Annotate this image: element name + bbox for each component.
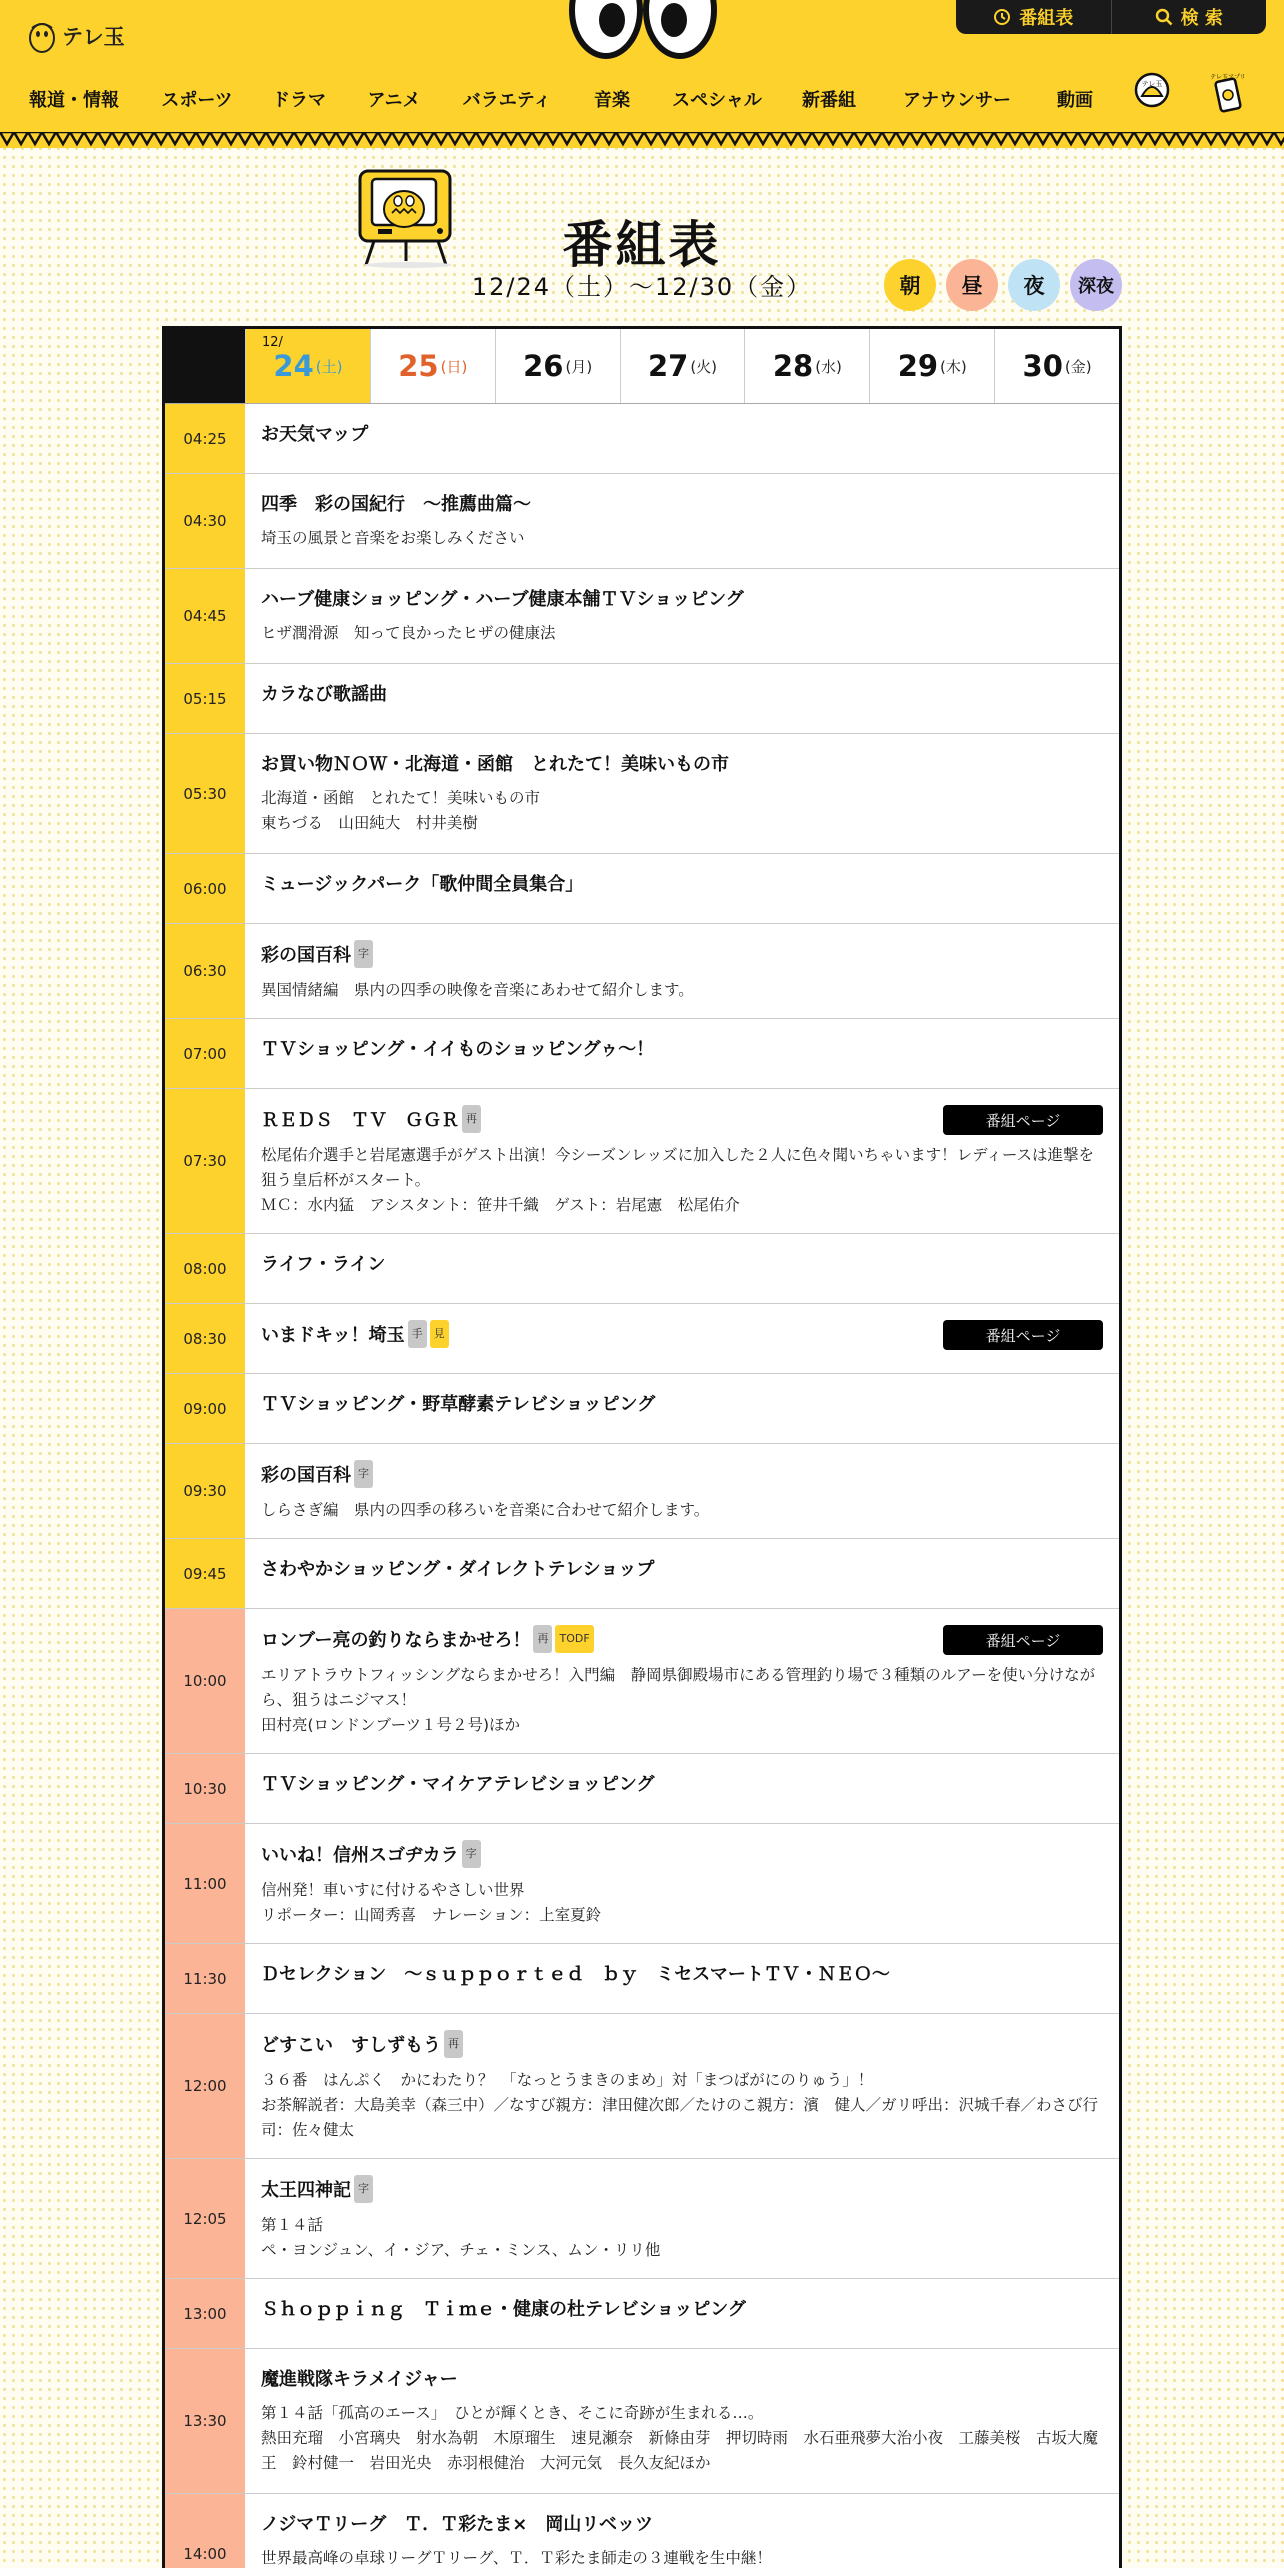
program-badge: 再 <box>533 1625 552 1653</box>
day-of-week: (金) <box>1064 357 1092 376</box>
program-title-line <box>261 2367 1103 2393</box>
program-row[interactable] <box>165 1089 1119 1234</box>
program-row[interactable] <box>165 1944 1119 2014</box>
date-range: 12/24（土）〜12/30（金） <box>471 273 813 301</box>
description-line: 第１４話「孤高のエース」 ひとが輝くとき、そこに奇跡が生まれる…。 <box>261 2404 764 2422</box>
program-title[interactable]: お買い物ＮＯＷ・北海道・函館 とれたて！美味いもの市 <box>261 754 729 775</box>
description-line: ペ・ヨンジュン、イ・ジア、チェ・ミンス、ムン・リリ他 <box>261 2241 661 2259</box>
program-title[interactable]: 太王四神記 <box>261 2180 351 2201</box>
program-time: 10:30 <box>165 1754 245 1823</box>
program-title-line <box>261 1462 1103 1490</box>
program-title-line <box>261 682 1103 708</box>
program-row[interactable] <box>165 924 1119 1019</box>
program-title-line <box>261 752 1103 778</box>
nav-sports[interactable]: スポーツ <box>161 90 233 111</box>
day-number: 28 <box>772 349 814 383</box>
program-title[interactable]: ＴＶショッピング・野草酵素テレビショッピング <box>261 1394 656 1415</box>
day-tab-25[interactable] <box>370 329 495 403</box>
tod-button-2[interactable]: 夜 <box>1008 259 1060 311</box>
program-title[interactable]: ライフ・ライン <box>261 1254 386 1275</box>
program-title[interactable]: カラなび歌謡曲 <box>261 684 387 705</box>
program-description <box>261 978 1103 1003</box>
program-title-line <box>261 2177 1103 2205</box>
program-body <box>245 854 1119 923</box>
top-buttons <box>956 0 1266 34</box>
title-area <box>0 165 1284 315</box>
program-row[interactable] <box>165 474 1119 569</box>
mascot-eyes-icon <box>568 0 718 62</box>
program-row[interactable] <box>165 1374 1119 1444</box>
program-title-line <box>261 1037 1103 1063</box>
program-title[interactable]: 彩の国百科 <box>261 945 351 966</box>
program-time: 13:00 <box>165 2279 245 2348</box>
program-time: 07:00 <box>165 1019 245 1088</box>
program-title-line <box>261 1392 1103 1418</box>
program-body <box>245 1019 1119 1088</box>
description-line: エリアトラウトフィッシングならまかせろ！入門編 静岡県御殿場市にある管理釣り場で３種類のルアーを使い分けながら、狙うはニジマス！ <box>261 1666 1096 1709</box>
program-time: 14:00 <box>165 2494 245 2568</box>
program-body <box>245 1824 1119 1943</box>
program-body <box>245 2494 1119 2568</box>
program-time: 11:30 <box>165 1944 245 2013</box>
program-description <box>261 526 1103 551</box>
program-description <box>261 2546 1103 2568</box>
program-badge: 再 <box>462 1105 481 1133</box>
program-row[interactable] <box>165 2159 1119 2279</box>
program-time: 09:00 <box>165 1374 245 1443</box>
program-time: 09:45 <box>165 1539 245 1608</box>
day-month: 12/ <box>262 335 283 350</box>
program-title[interactable]: どすこい すしずもう <box>261 2035 441 2056</box>
program-title[interactable]: いいね！信州スゴヂカラ <box>261 1845 459 1866</box>
day-tab-28[interactable] <box>744 329 869 403</box>
tod-button-1[interactable]: 昼 <box>946 259 998 311</box>
description-line: お茶解説者：大島美幸（森三中）／なすび親方：津田健次郎／たけのこ親方：濱 健人／ガリ呼出：沢城千春／わさび行司：佐々健太 <box>261 2096 1099 2139</box>
description-line: リポーター：山岡秀喜 ナレーション：上室夏鈴 <box>261 1906 602 1924</box>
program-description <box>261 1143 1103 1218</box>
program-badge: 再 <box>444 2030 463 2058</box>
site-header <box>0 0 1284 148</box>
program-row[interactable] <box>165 1539 1119 1609</box>
smartphone-icon[interactable] <box>1210 70 1246 114</box>
program-row[interactable] <box>165 404 1119 474</box>
program-badge: TODF <box>555 1625 593 1653</box>
program-body <box>245 2279 1119 2348</box>
program-time: 05:30 <box>165 734 245 853</box>
program-row[interactable] <box>165 734 1119 854</box>
program-description <box>261 786 1103 836</box>
program-row[interactable] <box>165 1824 1119 1944</box>
nav-special[interactable]: スペシャル <box>672 90 762 111</box>
program-row[interactable] <box>165 2494 1119 2568</box>
day-number: 24 <box>273 349 314 383</box>
program-title[interactable]: 彩の国百科 <box>261 1465 351 1486</box>
program-badge: 字 <box>354 1460 373 1488</box>
day-of-week: (日) <box>440 357 468 376</box>
program-guide-button[interactable] <box>956 0 1111 34</box>
program-time: 12:00 <box>165 2014 245 2158</box>
day-of-week: (月) <box>565 357 593 376</box>
program-title-line <box>261 2297 1103 2323</box>
svg-text:テレ玉アプリ: テレ玉アプリ <box>1210 74 1246 81</box>
program-description <box>261 1878 1103 1928</box>
program-time: 06:00 <box>165 854 245 923</box>
program-time: 08:30 <box>165 1304 245 1373</box>
description-line: 松尾佑介選手と岩尾憲選手がゲスト出演！今シーズンレッズに加入した２人に色々聞いちゃいます！レディースは進撃を狙う皇后杯がスタート。 <box>261 1146 1095 1189</box>
program-title-line <box>261 1557 1103 1583</box>
program-title-line <box>261 2032 1103 2060</box>
day-number: 29 <box>897 349 939 383</box>
program-title[interactable]: お天気マップ <box>261 424 369 445</box>
program-body <box>245 734 1119 853</box>
program-title[interactable]: 四季 彩の国紀行 ～推薦曲篇～ <box>261 494 531 515</box>
day-tab-26[interactable] <box>495 329 620 403</box>
description-line: ＭＣ：水内猛 アシスタント：笹井千織 ゲスト：岩尾憲 松尾佑介 <box>261 1196 740 1214</box>
description-line: 異国情緒編 県内の四季の映像を音楽にあわせて紹介します。 <box>261 981 694 999</box>
nav-music[interactable]: 音楽 <box>594 90 630 111</box>
program-title-line <box>261 1772 1103 1798</box>
day-corner <box>165 329 245 403</box>
program-row[interactable] <box>165 569 1119 664</box>
description-line: 北海道・函館 とれたて！美味いもの市 <box>261 789 541 807</box>
program-description <box>261 2213 1103 2263</box>
program-body <box>245 1304 1119 1373</box>
nav-anime[interactable]: アニメ <box>367 90 421 111</box>
program-body <box>245 1234 1119 1303</box>
search-icon <box>1155 8 1173 26</box>
program-row[interactable] <box>165 2014 1119 2159</box>
description-line: ３６番 はんぷく かにわたり？ 「なっとうまきのまめ」対「まつばがにのりゅう」！ <box>261 2071 874 2089</box>
program-page-button[interactable]: 番組ページ <box>943 1105 1103 1135</box>
day-tab-29[interactable] <box>869 329 994 403</box>
program-description <box>261 1498 1103 1523</box>
clock-icon <box>993 8 1011 26</box>
program-body <box>245 1374 1119 1443</box>
program-guide-label: 番組表 <box>1019 8 1074 29</box>
program-page-button[interactable]: 番組ページ <box>943 1320 1103 1350</box>
description-line: しらさぎ編 県内の四季の移ろいを音楽に合わせて紹介します。 <box>261 1501 710 1519</box>
day-of-week: (火) <box>690 357 718 376</box>
program-time: 07:30 <box>165 1089 245 1233</box>
description-line: ヒザ潤滑源 知って良かったヒザの健康法 <box>261 624 556 642</box>
program-time: 09:30 <box>165 1444 245 1538</box>
program-title[interactable]: Ｓｈｏｐｐｉｎｇ Ｔｉｍｅ・健康の杜テレビショッピング <box>261 2299 746 2320</box>
day-tab-27[interactable] <box>620 329 745 403</box>
program-title-line <box>261 942 1103 970</box>
description-line: 埼玉の風景と音楽をお楽しみください <box>261 529 525 547</box>
program-time: 13:30 <box>165 2349 245 2493</box>
program-title[interactable]: ミュージックパーク「歌仲間全員集合」 <box>261 874 584 895</box>
program-body <box>245 1754 1119 1823</box>
program-body <box>245 1089 1119 1233</box>
program-body <box>245 1444 1119 1538</box>
program-time: 05:15 <box>165 664 245 733</box>
nav-news[interactable]: 報道・情報 <box>29 90 119 111</box>
program-description <box>261 1663 1103 1738</box>
program-title-line <box>261 1252 1103 1278</box>
description-line: 東ちづる 山田純大 村井美樹 <box>261 814 478 832</box>
program-row[interactable] <box>165 2349 1119 2494</box>
day-number: 26 <box>523 349 564 383</box>
program-title-line <box>261 422 1103 448</box>
tod-button-0[interactable]: 朝 <box>884 259 936 311</box>
program-title-line <box>261 492 1103 518</box>
program-badge: 字 <box>462 1840 481 1868</box>
program-row[interactable] <box>165 1609 1119 1754</box>
nav-drama[interactable]: ドラマ <box>272 90 326 111</box>
program-body <box>245 1539 1119 1608</box>
program-title[interactable]: ＴＶショッピング・イイものショッピングゥ～！ <box>261 1039 655 1060</box>
schedule-table <box>162 326 1122 2568</box>
program-title-line <box>261 1842 1103 1870</box>
teletama-mascot-icon <box>28 18 56 54</box>
program-title[interactable]: ノジマＴリーグ Ｔ．Ｔ彩たま× 岡山リベッツ <box>261 2514 653 2535</box>
program-time: 06:30 <box>165 924 245 1018</box>
day-tab-24[interactable] <box>245 329 370 403</box>
program-list <box>165 404 1119 2568</box>
nav-variety[interactable]: バラエティ <box>462 90 552 111</box>
program-body <box>245 404 1119 473</box>
day-tab-30[interactable] <box>994 329 1119 403</box>
description-line: 熱田充瑠 小宮璃央 射水為朝 木原瑠生 速見瀬奈 新條由芽 押切時雨 水石亜飛夢大治小夜 工藤美桜 古坂大魔王 鈴村健一 岩田光央 赤羽根健治 大河元気 長久友紀ほか <box>261 2429 1099 2472</box>
program-row[interactable] <box>165 1019 1119 1089</box>
program-badge: 見 <box>430 1320 449 1348</box>
program-description <box>261 621 1103 646</box>
program-body <box>245 474 1119 568</box>
program-row[interactable] <box>165 854 1119 924</box>
program-title-line <box>261 587 1103 613</box>
svg-text:テレ玉: テレ玉 <box>1141 80 1163 88</box>
teletama-icon[interactable] <box>1134 70 1170 114</box>
day-of-week: (土) <box>315 357 343 376</box>
tod-button-3[interactable]: 深夜 <box>1070 259 1122 311</box>
program-time: 10:00 <box>165 1609 245 1753</box>
program-row[interactable] <box>165 1304 1119 1374</box>
search-button[interactable] <box>1111 0 1267 34</box>
program-body <box>245 664 1119 733</box>
program-badge: 字 <box>354 940 373 968</box>
program-badge: 字 <box>354 2175 373 2203</box>
program-time: 12:05 <box>165 2159 245 2278</box>
program-body <box>245 569 1119 663</box>
program-title-line <box>261 1962 1103 1988</box>
description-line: 信州発！車いすに付けるやさしい世界 <box>261 1881 525 1899</box>
day-selector <box>165 329 1119 404</box>
program-body <box>245 1944 1119 2013</box>
program-time: 04:45 <box>165 569 245 663</box>
program-title[interactable]: 魔進戦隊キラメイジャー <box>261 2369 458 2390</box>
program-row[interactable] <box>165 1234 1119 1304</box>
site-logo[interactable] <box>28 18 125 54</box>
program-row[interactable] <box>165 1444 1119 1539</box>
program-time: 11:00 <box>165 1824 245 1943</box>
program-title[interactable]: ＴＶショッピング・マイケアテレビショッピング <box>261 1774 655 1795</box>
day-of-week: (水) <box>815 357 842 376</box>
program-description <box>261 2401 1103 2476</box>
program-title[interactable]: ロンブー亮の釣りならまかせろ！ <box>261 1630 531 1651</box>
program-page-button[interactable]: 番組ページ <box>943 1625 1103 1655</box>
description-line: 世界最高峰の卓球リーグＴリーグ、Ｔ．Ｔ彩たま師走の３連戦を生中継！ <box>261 2549 772 2567</box>
program-description <box>261 2068 1103 2143</box>
program-body <box>245 2014 1119 2158</box>
day-number: 25 <box>398 349 439 383</box>
nav-announcers[interactable]: アナウンサー <box>903 90 1011 111</box>
program-row[interactable] <box>165 1754 1119 1824</box>
program-title[interactable]: ハーブ健康ショッピング・ハーブ健康本舗ＴＶショッピング <box>261 589 744 610</box>
program-row[interactable] <box>165 664 1119 734</box>
program-body <box>245 2159 1119 2278</box>
program-title-line <box>261 872 1103 898</box>
program-body <box>245 2349 1119 2493</box>
day-number: 30 <box>1022 349 1063 383</box>
program-time: 08:00 <box>165 1234 245 1303</box>
program-time: 04:25 <box>165 404 245 473</box>
program-title[interactable]: ＲＥＤＳ ＴＶ ＧＧＲ <box>261 1110 459 1131</box>
program-title[interactable]: Ｄセレクション ～ｓｕｐｐｏｒｔｅｄ ｂｙ ミセスマートＴＶ・ＮＥＯ～ <box>261 1964 890 1985</box>
program-body <box>245 924 1119 1018</box>
program-badge: 手 <box>408 1320 427 1348</box>
program-title-line <box>261 2512 1103 2538</box>
description-line: 第１４話 <box>261 2216 324 2234</box>
program-body <box>245 1609 1119 1753</box>
header-zigzag-edge <box>0 132 1284 152</box>
nav-videos[interactable]: 動画 <box>1057 90 1093 111</box>
logo-text: テレ玉 <box>62 25 125 49</box>
day-of-week: (木) <box>940 357 967 376</box>
program-title[interactable]: さわやかショッピング・ダイレクトテレショップ <box>261 1559 655 1580</box>
genre-nav <box>0 70 1284 126</box>
nav-new-programs[interactable]: 新番組 <box>802 90 856 111</box>
description-line: 田村亮(ロンドンブーツ１号２号)ほか <box>261 1716 521 1734</box>
search-label: 検 索 <box>1180 8 1223 29</box>
program-row[interactable] <box>165 2279 1119 2349</box>
page-title: 番組表 <box>562 216 722 274</box>
program-time: 04:30 <box>165 474 245 568</box>
program-title[interactable]: いまドキッ！埼玉 <box>261 1325 405 1346</box>
day-number: 27 <box>647 349 689 383</box>
